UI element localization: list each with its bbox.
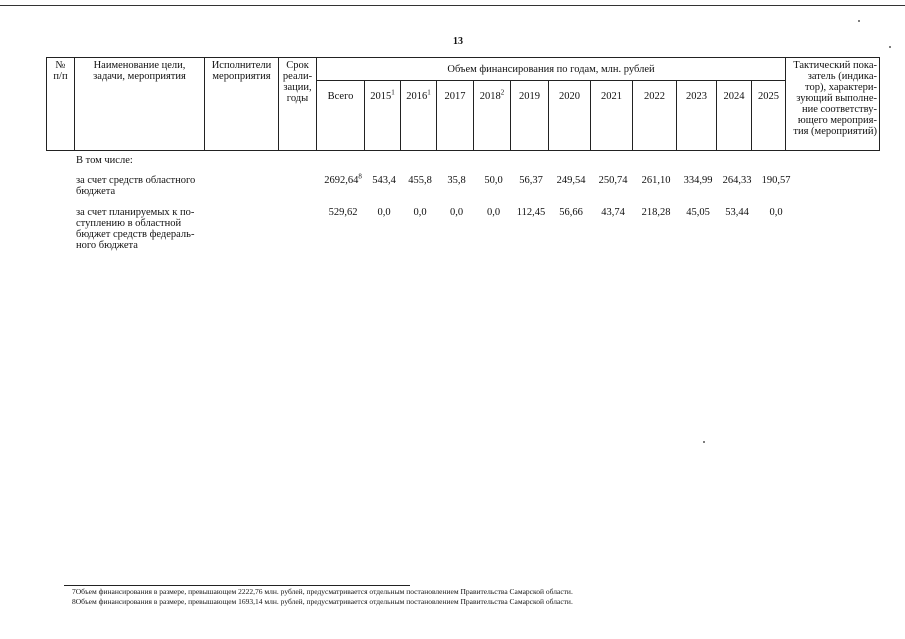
row-regional-value: 455,8 — [408, 175, 432, 186]
header-year: 2015$^1$ — [365, 81, 401, 151]
header-financing-title: Объем финансирования по годам, млн. рублей — [317, 58, 786, 81]
row-federal-value: 56,66 — [559, 207, 583, 218]
scan-speck — [889, 46, 891, 48]
row-federal-value: 45,05 — [686, 207, 710, 218]
row-regional-value: 261,10 — [641, 175, 671, 186]
row-federal-value: 112,45 — [516, 207, 546, 218]
row-regional-total: 2692,64$^8$ — [324, 172, 362, 186]
row-regional-value: 56,37 — [519, 175, 543, 186]
row-regional-value: 249,54 — [556, 175, 586, 186]
row-federal-value: 0,0 — [486, 207, 501, 218]
row-regional-value: 250,74 — [598, 175, 628, 186]
header-year: 2020 — [549, 81, 591, 151]
header-year: 2022 — [633, 81, 677, 151]
scan-speck — [858, 20, 860, 22]
footnote-7: 7Объем финансирования в размере, превышающем 2222,76 млн. рублей, предусматривается отдельным постановлением Правительства Самарской области. — [72, 587, 573, 596]
row-federal-value: 43,74 — [601, 207, 625, 218]
row-regional-value: 334,99 — [683, 175, 713, 186]
footnote-8: 8Объем финансирования в размере, превышающем 1693,14 млн. рублей, предусматривается отдельным постановлением Правительства Самарской области. — [72, 597, 573, 606]
header-name: Наименование цели, задачи, мероприятия — [75, 58, 205, 151]
header-total: Всего — [317, 81, 365, 151]
row-regional-value: 50,0 — [484, 175, 503, 186]
header-executors: Исполнители мероприятия — [205, 58, 279, 151]
header-year: 2021 — [591, 81, 633, 151]
header-year: 2023 — [677, 81, 717, 151]
row-federal-value: 218,28 — [641, 207, 671, 218]
row-label-regional: за счет средств областного бюджета — [76, 175, 196, 197]
row-federal-value: 0,0 — [377, 207, 391, 218]
row-regional-value: 190,57 — [761, 175, 791, 186]
row-federal-value: 0,0 — [449, 207, 464, 218]
top-rule — [0, 5, 905, 6]
row-regional-value: 543,4 — [372, 175, 396, 186]
row-federal-total: 529,62 — [328, 207, 358, 218]
header-year: 2017 — [437, 81, 474, 151]
row-regional-value: 264,33 — [722, 175, 752, 186]
header-year: 2018$^2$ — [474, 81, 511, 151]
header-year: 2024 — [717, 81, 752, 151]
row-label-including: В том числе: — [76, 155, 133, 166]
header-year: 2025 — [752, 81, 786, 151]
header-no: № п/п — [47, 58, 75, 151]
financing-table-header — [46, 57, 880, 151]
header-year: 2019 — [511, 81, 549, 151]
row-federal-value: 0,0 — [413, 207, 427, 218]
row-label-federal: за счет планируемых к по-ступлению в областной бюджет средств федераль-ного бюджета — [76, 207, 195, 251]
page-number: 13 — [453, 36, 463, 47]
row-regional-value: 35,8 — [447, 175, 466, 186]
header-indicator: Тактический пока-затель (индика-тор), характери-зующий выполне-ние соответству-ющего мероприя-тия (мероприятий) — [786, 58, 880, 151]
row-federal-value: 0,0 — [769, 207, 783, 218]
header-year: 2016$^1$ — [401, 81, 437, 151]
scan-speck — [703, 441, 705, 443]
row-federal-value: 53,44 — [725, 207, 749, 218]
header-term: Срок реали-зации, годы — [279, 58, 317, 151]
footnote-rule — [64, 585, 410, 586]
